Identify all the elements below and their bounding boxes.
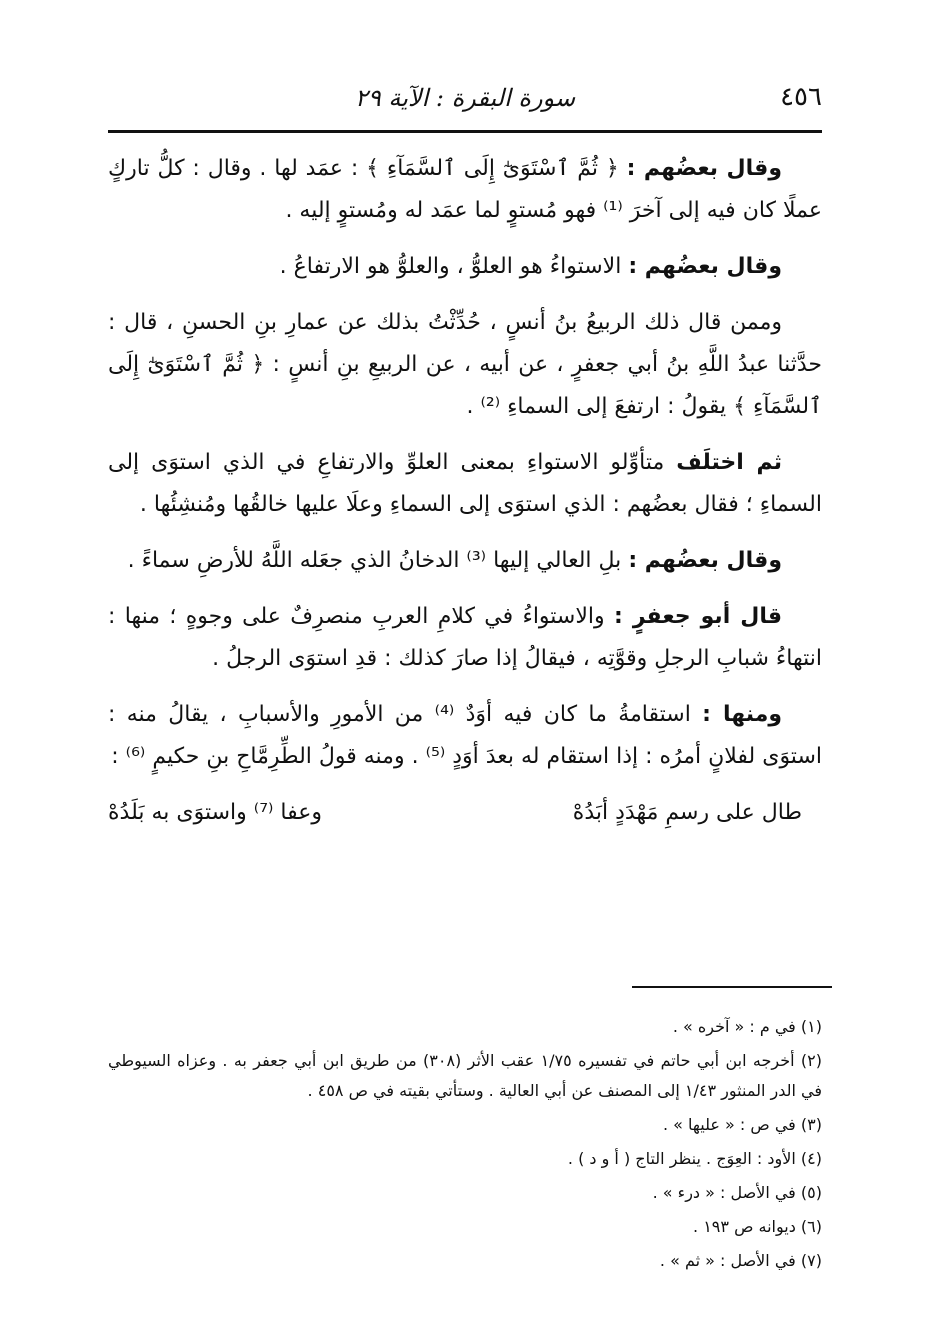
paragraph-text: والاستواءُ في كلامِ العربِ منصرِفٌ على وجوهٍ ؛ منها : انتهاءُ شبابِ الرجلِ وقوَّتِه ، فيقالُ إذا صارَ كذلك : قدِ استوَى الرجلُ .	[108, 604, 822, 671]
main-text	[108, 148, 822, 834]
verse-second-hemistich: وعفا ⁽⁷⁾ واستوَى به بَلَدُهْ	[108, 800, 322, 825]
paragraph-lead: ثم اختلَف	[676, 450, 783, 475]
paragraph-lead: وقال بعضُهم :	[626, 156, 782, 181]
paragraph-lead: قال أبو جعفرٍ :	[614, 604, 783, 629]
paragraph	[108, 694, 822, 778]
paragraph-lead: ومنها :	[702, 702, 783, 727]
footnotes	[108, 1012, 822, 1280]
paragraph-lead: وقال بعضُهم :	[628, 548, 782, 573]
paragraph	[108, 540, 822, 582]
paragraph	[108, 246, 822, 288]
footnote: (٥) في الأصل : « درء » .	[652, 1183, 822, 1202]
paragraph	[108, 442, 822, 526]
paragraph	[108, 596, 822, 680]
footnote-rule	[632, 986, 832, 988]
running-title: سورة البقرة : الآية ٢٩	[354, 84, 576, 112]
paragraph-text: متأوِّلو الاستواءِ بمعنى العلوِّ والارتفاعِ في الذي استوَى إلى السماءِ ؛ فقال بعضُهم : الذي استوَى إلى السماءِ وعلَا عليها خالقُها ومُنشِئُها .	[108, 450, 822, 517]
page-header	[108, 82, 822, 122]
footnote: (٢) أخرجه ابن أبي حاتم في تفسيره ١/٧٥ عقب الأثر (٣٠٨) من طريق ابن أبي جعفر به . وعزاه السيوطي في الدر المنثور ١/٤٣ إلى المصنف عن أبي العالية . وستأتي بقيته في ص ٤٥٨ .	[108, 1051, 823, 1100]
poetry-verse	[108, 792, 822, 834]
footnote: (١) في م : « آخره » .	[672, 1017, 822, 1036]
footnote: (٤) الأود : العِوَج . ينظر التاج ( أ و د ) .	[567, 1149, 822, 1168]
paragraph	[108, 302, 822, 428]
paragraph-text: ﴿ ثُمَّ ٱسْتَوَىٰٓ إِلَى ٱلسَّمَآءِ ﴾ : عمَد لها . وقال : كلُّ تاركٍ عملًا كان فيه إلى آخرَ ⁽¹⁾ فهو مُستوٍ لما عمَد له ومُستوٍ إليه .	[108, 156, 822, 223]
paragraph-text: الاستواءُ هو العلوُّ ، والعلوُّ هو الارتفاعُ .	[279, 254, 629, 279]
footnote: (٧) في الأصل : « ثم » .	[659, 1251, 822, 1270]
page-number: ٤٥٦	[780, 82, 822, 112]
paragraph-text: وممن قال ذلك الربيعُ بنُ أنسٍ ، حُدِّثْتُ بذلك عن عمارِ بنِ الحسنِ ، قال : حدَّثنا عبدُ اللَّهِ بنُ أبي جعفرٍ ، عن أبيه ، عن الربيعِ بنِ أنسٍ : ﴿ ثُمَّ ٱسْتَوَىٰٓ إِلَى ٱلسَّمَآءِ ﴾ يقولُ : ارتفعَ إلى السماءِ ⁽²⁾ .	[108, 310, 822, 419]
paragraph-lead: وقال بعضُهم :	[628, 254, 782, 279]
footnote: (٣) في ص : « عليها » .	[663, 1115, 822, 1134]
paragraph-text: استقامةُ ما كان فيه أوَدٌ ⁽⁴⁾ من الأمورِ والأسبابِ ، يقالُ منه : استوَى لفلانٍ أمرُه : إذا استقام له بعدَ أوَدٍ ⁽⁵⁾ . ومنه قولُ الطِّرِمَّاحِ بنِ حكيمٍ ⁽⁶⁾ :	[108, 702, 822, 769]
paragraph-text: بلِ العالي إليها ⁽³⁾ الدخانُ الذي جعَله اللَّهُ للأرضِ سماءً .	[127, 548, 629, 573]
header-rule	[108, 130, 822, 133]
verse-first-hemistich: طال على رسمِ مَهْدَدٍ أبَدُهْ	[572, 800, 802, 825]
paragraph	[108, 148, 822, 232]
footnote: (٦) ديوانه ص ١٩٣ .	[693, 1217, 822, 1236]
